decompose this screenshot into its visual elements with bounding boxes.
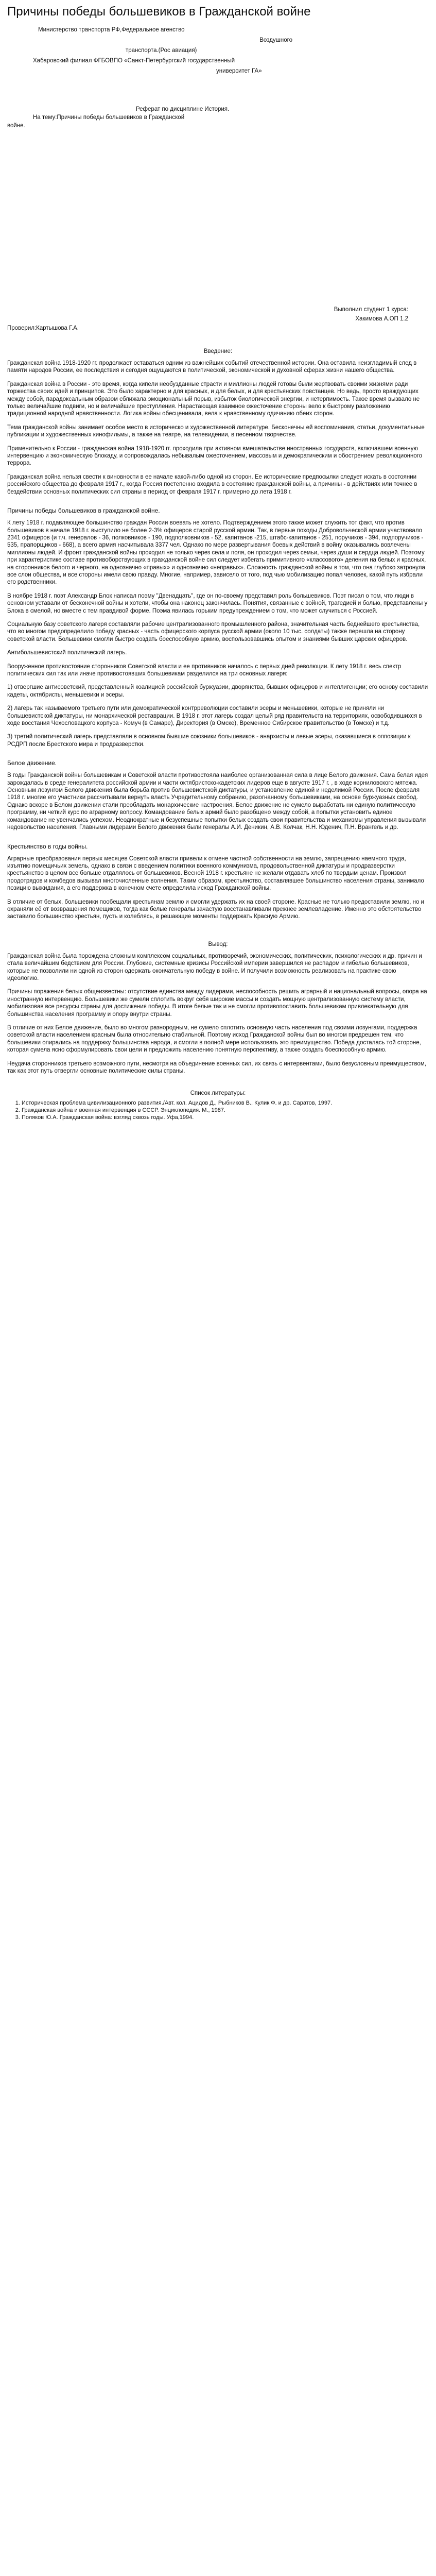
intro-paragraph: Гражданская война нельзя свести к виновности в ее начале какой-либо одной из сторон. Ее исторические предпосылки следует искать в состоянии российского общества до февраля 1917 г., когда Россия постепенно входила в состояние гражданской войны, а причины - в действиях или точнее в бездействии основных политических сил страны в период от февраля 1917 г. примерно до лета 1918 г.: [7, 473, 417, 495]
intro-paragraph: Гражданская война 1918-1920 гг. продолжает оставаться одним из важнейших событий отечественной истории. Она оставила неизгладимый след в памяти народов России, ее последствия и сегодня ощущаются в политической, экономической и духовной сферах жизни нашего общества.: [7, 360, 417, 374]
literature-list: [7, 1099, 429, 1121]
peasants-paragraph: Аграрные преобразования первых месяцев Советской власти привели к отмене частной собственности на землю, запрещению наемного труда, изъятию помещичьих земель, однако в связи с введением политики военного коммунизма, продовольственной диктатуры и продразверстки крестьянство в целом все больше отдалялось от большевиков. Весной 1918 г. крестьяне не желали отдавать хлеб по твердым ценам. Произвол продотрядов и комбедов вызывал многочисленные волнения. Таким образом, крестьянство, составлявшее большинство населения страны, занимало позицию выжидания, а его поддержка в конечном счете определила исход Гражданской войны.: [7, 855, 424, 892]
conclusion-paragraph: Гражданская война была порождена сложным комплексом социальных, противоречий, экономических, политических, психологических и др. причин и стала величайшим бедствием для России. Глубокие, системные кризисы Российской империи завершился не распадом и гибелью большевиков, которые не позволили ни одной из сторон одержать окончательную победу в войне. И получили возможность реализовать на практике свою идеологию.: [7, 953, 422, 981]
author-block: [7, 305, 429, 324]
referat-line-3: войне.: [7, 123, 25, 129]
camp-item: 1) отвергшие антисоветский, представленный коалицией российской буржуазии, дворянства, бывших офицеров и интеллигенции; его основу составили кадеты, октябристы, меньшевики и эсеры.: [7, 684, 428, 698]
document-title: Причины победы большевиков в Гражданской войне: [7, 5, 311, 19]
causes-paragraph: Антибольшевистский политический лагерь.: [7, 650, 127, 656]
literature-item: 2. Гражданская война и военная интервенция в СССР. Энциклопедия. М., 1987.: [22, 1107, 429, 1114]
ministry-line-2: Воздушного: [259, 37, 292, 43]
title-page-spacer: [7, 130, 429, 305]
white-movement-paragraph: В годы Гражданской войны большевикам и Советской власти противостояла наиболее организованная сила в лице Белого движения. Сама белая идея зарождалась в среде генералитета российской армии и части октябристско-кадетских лидеров еще в августе 1917 г. , в ходе корниловского мятежа. Основным лозунгом Белого движения была борьба против большевистской диктатуры, и установление единой и неделимой России. После февраля 1918 г. многие его участники рассчитывали вернуть власть Учредительному собранию, разогнанному большевиками, на основе буржуазных свобод. Однако вскоре в Белом движении стали преобладать монархические настроения. Белое движение не сумело выработать ни единую политическую программу, ни четкий курс по аграрному вопросу. Командование белых армий было разобщено между собой, а попытки установить единое командование не увенчались успехом. Неоднократные и безуспешные попытки белых создать свои правительства и механизмы управления вызывали недовольство населения. Главными лидерами Белого движения были генералы А.И. Деникин, А.В. Колчак, Н.Н. Юденич, П.Н. Врангель и др.: [7, 772, 428, 831]
literature-item: 3. Поляков Ю.А. Гражданская война: взгляд сквозь годы. Уфа,1994.: [22, 1114, 429, 1121]
literature-heading: Список литературы:: [190, 1090, 246, 1097]
peasants-heading: Крестьянство в годы войны.: [7, 842, 88, 850]
intro-paragraph: Применительно к России - гражданская война 1918-1920 гг. проходила при активном вмешательстве иностранных государств, включавшем военную интервенцию и экономическую блокаду, и сопровождалась небывалым ожесточением, массовым и демократическим и обострением революционного террора.: [7, 445, 423, 467]
checked-by: Проверил:Картышова Г.А.: [7, 325, 79, 331]
conclusion-heading: Вывод:: [208, 941, 228, 947]
camp-intro: Вооруженное противостояние сторонников Советской власти и ее противников началось с первых дней революции. К лету 1918 г. весь спектр политических сил так или иначе противостоявших большевикам разделился на три основных лагеря:: [7, 663, 402, 677]
ministry-line-3: транспорта.(Рос авиация): [126, 47, 197, 54]
ministry-line-5: университет ГА»: [216, 68, 262, 74]
causes-paragraph: К лету 1918 г. подавляющее большинство граждан России воевать не хотело. Подтверждением этого также может служить тот факт, что против большевиков в начале 1918 г. выступило не более 2-3% офицеров старой русской армии. Так, в первые походы Добровольческой армии участвовало 2341 офицеров (и т.ч. генералов - 36, полковников - 190, подполковников - 52, капитанов -215, штабс-капитанов - 251, поручиков - 394, подпоручиков - 535, прапорщиков - 668), а всего армия насчитывала 3377 чел. Однако по мере развертывания боевых действий в войну оказывались вовлечены миллионы людей. И фронт гражданской войны проходил не только через села и поля, он проходил через семьи, через души и сердца людей. Поэтому при характеристике составе противоборствующих в гражданской войне сил следует избегать примитивного «классового» деления на белых и красных, на сторонников белого и черного, на однозначно «правых» и однозначно «неправых». Сложность гражданской войны в том, что она глубоко затронула все слои общества, и все стороны имели свою правду. Многие, например, зависело от того, под чью мобилизацию попал человек, какой путь избрали его родственники.: [7, 520, 426, 586]
intro-heading: Введение:: [203, 348, 233, 354]
author-line-2: Хакимова А.ОП 1.2: [355, 316, 408, 322]
intro-paragraph: Гражданская война в России - это время, когда кипели необузданные страсти и миллионы людей готовы были жертвовать своими жизнями ради торжества своих идей и принципов. Это было характерно и для красных, и для белых, и для крестьянских повстанцев. Но ведь, просто враждующих между собой, парадоксальным образом сближала эмоциональный порыв, избыток биологической энергии, и нетерпимость. Такое время вызвало не только величайшие подвиги, но и величайшие преступления. Нарастающая взаимное ожесточение стороны вело к быстрому разложению традиционной народной нравственности. Логика войны обесценивала, вела к нравственному одичанию обеих сторон.: [7, 381, 420, 417]
camp-item: 2) лагерь так называемого третьего пути или демократической контрреволюции составили эсеры и меньшевики, которые не приняли ни большевистской диктатуры, ни монархической реставрации. В 1918 г. этот лагерь создал целый ряд правительств на территориях, освободившихся в ходе восстания Чехословацкого корпуса - Комуч (в Самаре), Директория (в Омске), Временное Сибирское правительство (в Томске) и т.д.: [7, 705, 422, 727]
ministry-header: [7, 25, 429, 76]
conclusion-paragraph: Причины поражения белых общеизвестны: отсутствие единства между лидерами, неспособность решить аграрный и национальный вопросы, опора на иностранную интервенцию. Большевики же сумели сплотить вокруг себя широкие массы и создать мощную централизованную систему власти, мобилизовав все ресурсы страны для достижения победы. В итоге белые так и не смогли противопоставить большевикам привлекательную для большинства населения программу и опору внутри страны.: [7, 989, 427, 1018]
causes-paragraph: В ноябре 1918 г. поэт Александр Блок написал поэму "Двенадцать", где он по-своему представил роль большевиков. Поэт писал о том, что люди в основном уставали от бесконечной войны и хотели, чтобы она наконец закончилась. Понятия, связанные с войной, трагедией и болью, представлены у Блока в смелой, но вместе с тем правдивой форме. Поэма явилась горьким предупреждением о том, что может случиться с Россией.: [7, 592, 428, 614]
causes-paragraph: Социальную базу советского лагеря составляли рабочие централизованного промышленного района, значительная часть беднейшего крестьянства, что во многом предопределило победу красных - часть офицерского корпуса русской армии (около 10 тыс. солдаты) также перешла на сторону советской власти. Большевики смогли быстро создать боеспособную армию, воспользовавшись опытом и знаниями бывших царских офицеров.: [7, 621, 420, 642]
ministry-line-4: Хабаровский филиал ФГБОВПО «Санкт-Петербургский государственный: [33, 58, 235, 64]
peasants-paragraph: В отличие от белых, большевики пообещали крестьянам землю и смогли удержать их на своей стороне. Красные не только предоставили землю, но и охраняли её от возвращения помещиков, тогда как белые генералы зачастую восстанавливали прежнее землевладение. Именно это обстоятельство заставило большинство крестьян, пусть и колеблясь, в решающие моменты поддержать Красную Армию.: [7, 899, 424, 920]
white-movement-heading: Белое движение.: [7, 759, 57, 767]
referat-line-1: Реферат по дисциплине История.: [136, 106, 230, 112]
conclusion-paragraph: Неудача сторонников третьего возможного пути, несмотря на объединение военных сил, их связь с интервентами, было безусловным преимуществом, так как этот путь отвергли основные политические силы страны.: [7, 1060, 426, 1075]
referat-line-2: На тему:Причины победы большевиков в Гражданской: [33, 114, 185, 121]
conclusion-paragraph: В отличие от них Белое движение, было во многом разнородным, не сумело сплотить основную часть населения под своими лозунгами, поддержка советской власти населением красным была относительно стабильной. Поэтому исход Гражданской войны был во многом предрешен тем, что большевики опирались на поддержку большинства народа, и смогли в полной мере использовать это преимущество. Победа досталась той стороне, которая сумела ясно сформулировать свои цели и предложить населению понятную перспективу, а также создать боеспособную армию.: [7, 1025, 421, 1054]
referat-block: [7, 105, 429, 130]
author-line-1: Выполнил студент 1 курса:: [334, 307, 408, 313]
camp-item: 3) третий политический лагерь представляли в основном бывшие союзники большевиков - анархисты и левые эсеры, оказавшиеся в оппозиции к РСДРП после Брестского мира и продразверстки.: [7, 734, 411, 748]
ministry-line-1: Министерство транспорта РФ,Федеральное агенство: [38, 27, 185, 33]
literature-item: 1. Историческая проблема цивилизационного развития./Авт. кол. Ацидов Д., Рыбников В., Кулик Ф. и др. Саратов, 1997.: [22, 1099, 429, 1107]
causes-heading: Причины победы большевиков в гражданской войне.: [7, 507, 160, 515]
intro-paragraph: Тема гражданской войны занимает особое место в историческо и художественной литературе. Бесконечны ей воспоминания, статьи, документальные публикации и художественных кинофильмы, а также на театре, на телевидении, в песенном творчестве.: [7, 424, 425, 438]
